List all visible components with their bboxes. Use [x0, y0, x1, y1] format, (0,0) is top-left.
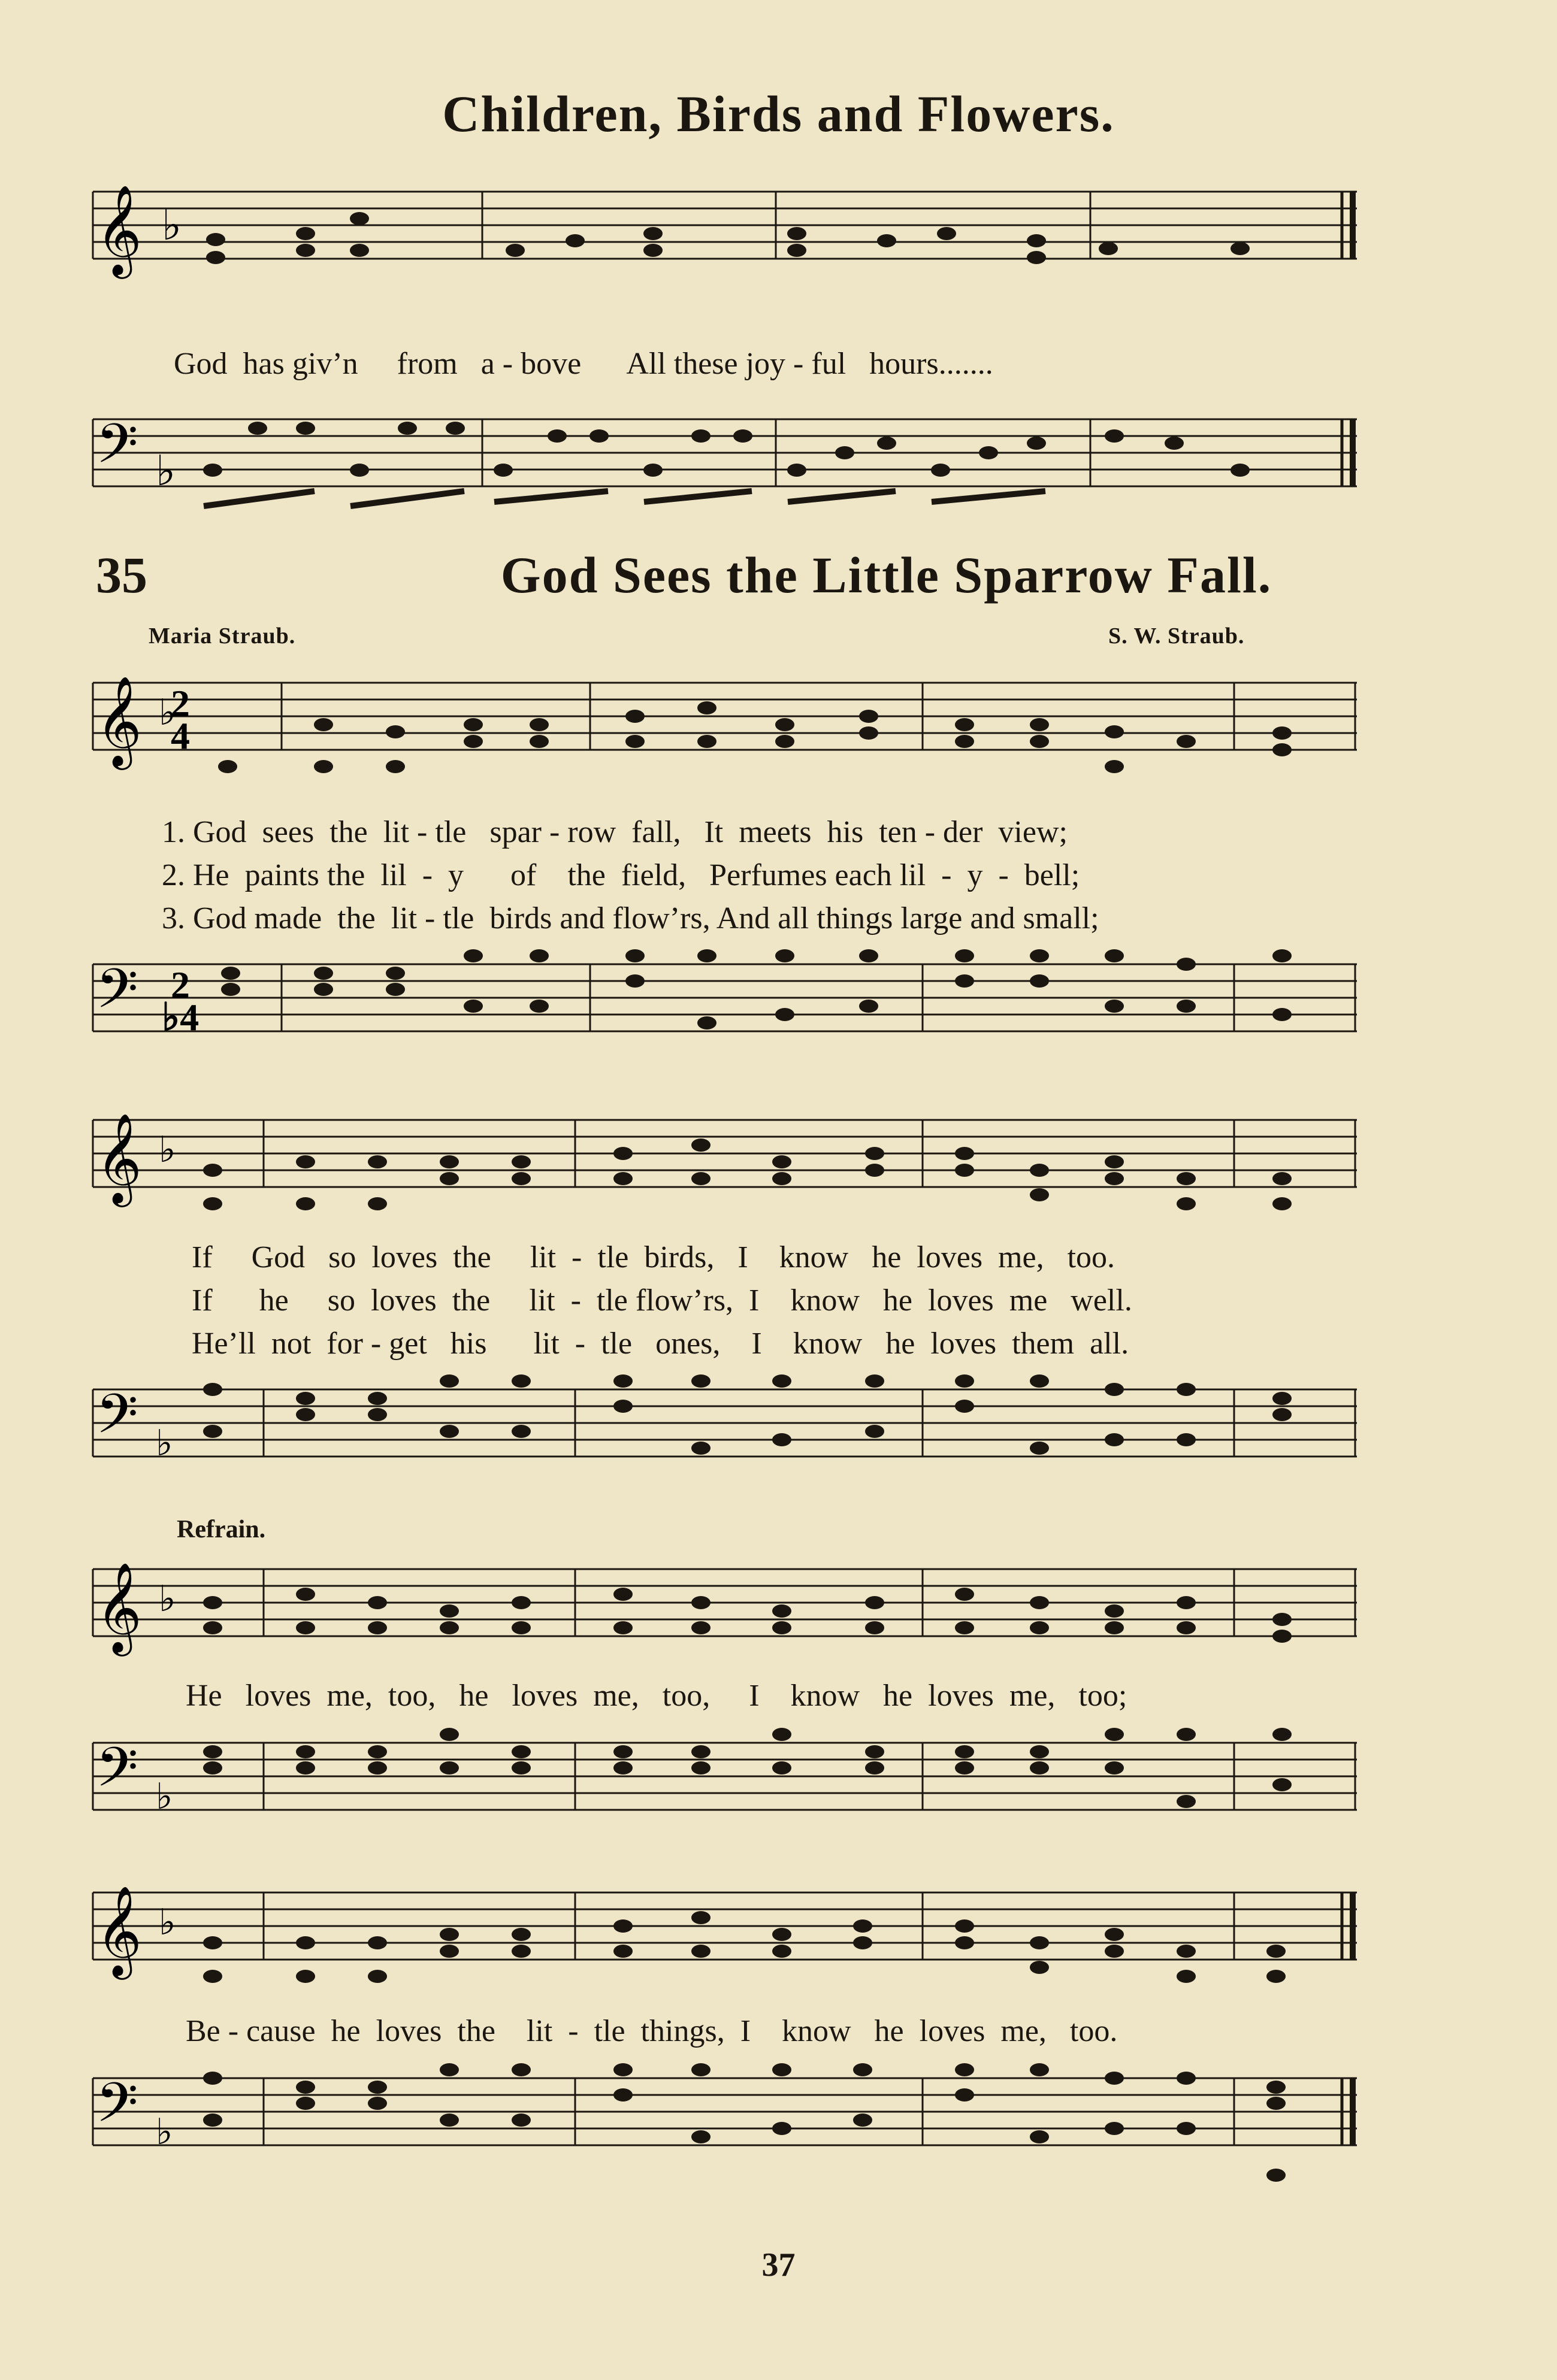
svg-text:𝄞: 𝄞	[96, 675, 142, 766]
page-number: 37	[761, 2246, 796, 2284]
svg-text:𝄢: 𝄢	[96, 957, 138, 1034]
refrain1-treble-staff	[0, 1551, 1557, 1671]
system2-verse1: If God so loves the lit - tle birds, I know he loves me, too.	[192, 1240, 1115, 1274]
svg-text:2: 2	[171, 682, 190, 725]
svg-text:♭: ♭	[156, 1422, 173, 1464]
refrain-label: Refrain.	[177, 1516, 266, 1543]
svg-text:𝄞: 𝄞	[96, 1561, 142, 1652]
system2-bass-staff	[0, 1371, 1557, 1503]
system1-verse3: 3. God made the lit - tle birds and flow’rs, And all things large and small;	[162, 901, 1099, 935]
svg-text:4: 4	[171, 714, 190, 757]
system1-treble-staff	[0, 665, 1557, 785]
svg-text:𝄞: 𝄞	[96, 184, 142, 275]
top-hymn-lyric: God has giv’n from a - bove All these joy - ful hours.......	[174, 347, 993, 381]
refrain1-bass-staff	[0, 1725, 1557, 1857]
svg-text:𝄞: 𝄞	[96, 1885, 142, 1976]
svg-text:♭: ♭	[159, 1129, 176, 1171]
refrain-line1: He loves me, too, he loves me, too, I know he loves me, too;	[186, 1679, 1127, 1713]
system2-verse3: He’ll not for - get his lit - tle ones, I know he loves them all.	[192, 1327, 1129, 1361]
system1-bass-staff	[0, 946, 1557, 1078]
system1-verse2: 2. He paints the lil - y of the field, Perfumes each lil - y - bell;	[162, 858, 1080, 892]
system1-verse1: 1. God sees the lit - tle spar - row fall, It meets his ten - der view;	[162, 815, 1068, 849]
words-credit: Maria Straub.	[149, 623, 296, 649]
hymn-number: 35	[96, 546, 147, 604]
svg-text:𝄢: 𝄢	[96, 2071, 138, 2148]
svg-text:𝄢: 𝄢	[96, 1736, 138, 1812]
svg-text:2: 2	[171, 964, 190, 1006]
svg-text:♭: ♭	[156, 446, 176, 495]
svg-text:𝄢: 𝄢	[96, 412, 138, 489]
svg-text:♭: ♭	[162, 201, 182, 250]
refrain2-treble-staff	[0, 1875, 1557, 1994]
top-treble-staff	[0, 174, 1557, 293]
svg-text:♭4: ♭4	[162, 996, 199, 1038]
svg-text:𝄢: 𝄢	[96, 1382, 138, 1459]
svg-text:♭: ♭	[159, 1578, 176, 1620]
svg-text:♭: ♭	[159, 1901, 176, 1943]
refrain-line2: Be - cause he loves the lit - tle things, I know he loves me, too.	[186, 2014, 1118, 2048]
refrain2-bass-staff	[0, 2060, 1557, 2192]
top-bass-staff	[0, 401, 1557, 533]
svg-text:♭: ♭	[156, 2111, 173, 2153]
svg-text:𝄞: 𝄞	[96, 1112, 142, 1203]
top-hymn-title: Children, Birds and Flowers.	[442, 85, 1115, 143]
svg-text:♭: ♭	[156, 1776, 173, 1818]
hymn-title: God Sees the Little Sparrow Fall.	[500, 546, 1272, 604]
system2-treble-staff	[0, 1102, 1557, 1222]
svg-text:♭: ♭	[159, 692, 176, 734]
system2-verse2: If he so loves the lit - tle flow’rs, I know he loves me well.	[192, 1283, 1132, 1318]
music-credit: S. W. Straub.	[1108, 623, 1245, 649]
